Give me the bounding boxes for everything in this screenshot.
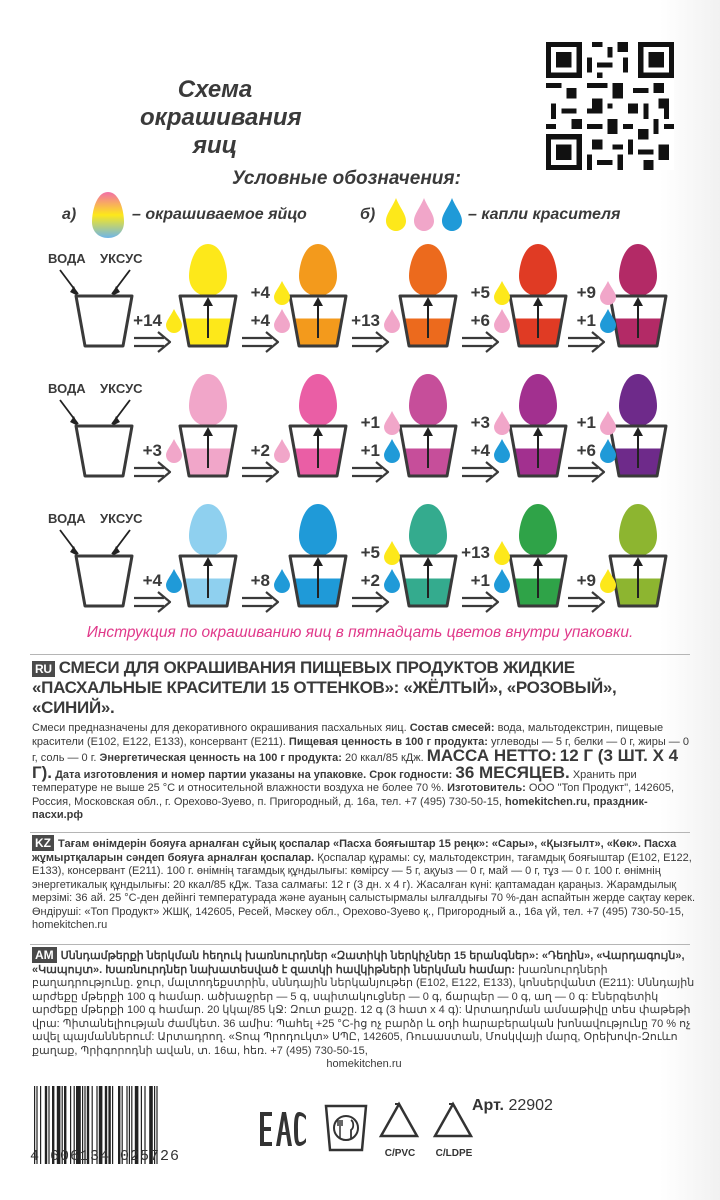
egg-row-1-step-2 xyxy=(299,244,337,296)
egg-row-3-step-3 xyxy=(409,504,447,556)
flow-arrow-row-3-step-5-head xyxy=(592,592,604,612)
cup-row-3-step-1-dip-arrowhead xyxy=(203,557,213,566)
drops-count-b-row-1-step-5: +1 xyxy=(576,311,596,330)
cup-row-3-step-2-dip-arrowhead xyxy=(313,557,323,566)
kz-section xyxy=(32,835,696,933)
barcode-number: 4 606134 025726 xyxy=(30,1148,181,1165)
ru-heading xyxy=(32,658,696,718)
drop-pink-row-2-step-2 xyxy=(274,439,290,463)
title-line-2: окрашивания xyxy=(140,104,302,131)
egg-row-1-step-3 xyxy=(409,244,447,296)
egg-row-3-step-1 xyxy=(189,504,227,556)
cup-row-1-step-4-dip-arrowhead xyxy=(533,297,543,306)
egg-row-2-step-3 xyxy=(409,374,447,426)
drop-blue-row-3-step-1 xyxy=(166,569,182,593)
drop-yellow-a-row-3-step-4 xyxy=(494,541,510,565)
drop-blue-b-row-2-step-4 xyxy=(494,439,510,463)
drops-count-a-row-2-step-4: +3 xyxy=(470,413,490,432)
drops-count-b-row-2-step-4: +4 xyxy=(470,441,490,460)
drops-count-row-2-step-2: +2 xyxy=(250,441,270,460)
cup-row-2-step-1-dip-arrowhead xyxy=(203,427,213,436)
drops-count-b-row-1-step-4: +6 xyxy=(470,311,490,330)
label-water-row-1: ВОДА xyxy=(48,251,86,266)
ru-energy-label: Энергетическая ценность на 100 г продукта: xyxy=(99,752,342,764)
scheme-title xyxy=(140,76,302,160)
cup-row-2-step-5-dip-arrowhead xyxy=(633,427,643,436)
drops-count-b-row-2-step-5: +6 xyxy=(576,441,596,460)
recycle-ldpe-label: C/LDPE xyxy=(435,1148,473,1159)
drops-count-row-1-step-1: +14 xyxy=(133,311,162,330)
drop-pink-b-row-1-step-2 xyxy=(274,309,290,333)
flow-arrow-row-3-step-2-head xyxy=(266,592,278,612)
flow-arrow-row-2-step-4 xyxy=(462,468,492,476)
empty-cup-row-3 xyxy=(76,556,132,606)
egg-row-2-step-4 xyxy=(519,374,557,426)
flow-arrow-row-1-step-2-head xyxy=(266,332,278,352)
kz-heading: Тағам өнімдерін бояуға арналған сұйық қоспалар «Пасха бояғыштар 15 реңк»: «Сары», «Қызғылт», «Көк». Пасха жұмыртқаларын сәндеп бояуға арналған қоспалар. xyxy=(32,838,677,864)
recycle-pvc-label: C/PVC xyxy=(384,1148,416,1159)
article-value: 22902 xyxy=(508,1097,553,1114)
eac-mark-icon xyxy=(258,1108,308,1150)
drop-blue-b-row-2-step-3 xyxy=(384,439,400,463)
ru-section xyxy=(32,658,696,823)
egg-row-1-step-4 xyxy=(519,244,557,296)
drop-pink-row-1-step-3 xyxy=(384,309,400,333)
flow-arrow-row-1-step-4-head xyxy=(486,332,498,352)
drops-count-a-row-3-step-4: +13 xyxy=(461,543,490,562)
drops-count-b-row-3-step-3: +2 xyxy=(360,571,380,590)
legend-a-text: – окрашиваемое яйцо xyxy=(132,206,307,223)
ru-nutrition: углеводы — 5 г, белки — 0 г, жиры — 0 г, соль — 0 г. xyxy=(32,735,689,764)
drops-count-a-row-3-step-3: +5 xyxy=(360,543,380,562)
drops-count-a-row-1-step-5: +9 xyxy=(576,283,596,302)
legend-title: Условные обозначения: xyxy=(232,168,461,189)
am-tag: AM xyxy=(32,947,57,963)
dyeing-scheme xyxy=(30,240,690,620)
empty-cup-row-2 xyxy=(76,426,132,476)
kz-body: Қоспалар құрамы: су, мальтодекстрин, тағамдық бояғыштар (E102, E122, E133), консервант (E211). 100 г. өнімнің тағамдық құндылығы: көмірсу — 5 г, ақуыз — 0 г, май — 0 г, тұз — 0 г. 100 г. өнімнің энергетикалық құндылығы: 20 ккал/85 кДж. Таза салмағы: 12 г (3 дн. х 4 г). Жасалған күні: қаптамадан қараңыз. Жарамдылық мерзімі: 36 ай. 25 °С-ден дейінгі температурада және ауаның салыстырмалы ылғалдығы 70 %-дан аспайтын жерде сақтау керек. Өндіруші: «Топ Продукт» ЖШҚ, 142605, Ресей, Мәскеу обл., Орехово-Зуево қ., Пригородный а., 16а үй, тел. +7 (495) 730-50-15, homekitchen.ru xyxy=(32,851,696,931)
ru-purpose: Смеси предназначены для декоративного окрашивания пасхальных яиц. xyxy=(32,722,407,734)
ru-maker-label: Изготовитель: xyxy=(447,782,526,794)
egg-row-2-step-1 xyxy=(189,374,227,426)
flow-arrow-row-1-step-3 xyxy=(352,338,382,346)
flow-arrow-row-1-step-5 xyxy=(568,338,598,346)
legend-a-label: а) xyxy=(62,206,77,223)
ru-energy: 20 ккал/85 кДж. xyxy=(344,752,424,764)
flow-arrow-row-2-step-2 xyxy=(242,468,272,476)
ru-composition: вода, мальтодекстрин, пищевые красители (E102, E122, E133), консервант (E211). xyxy=(32,722,664,748)
flow-arrow-row-3-step-1-head xyxy=(158,592,170,612)
flow-arrow-row-2-step-2-head xyxy=(266,462,278,482)
ru-nutrition-label: Пищевая ценность в 100 г продукта: xyxy=(288,735,488,748)
am-body: խառնուրդների բաղադրությունը. ջուր, մալտոդեքստրին, սննդային ներկանյութեր (E102, E122, E133), կոնսերվանտ (E211): Սննդային արժեքը մթերքի 100 գ համար. ածխաջրեր — 5 գ, սպիտակուցներ — 0 գ, ճարպեր — 0 գ, աղ — 0 գ: Էներգետիկ արժեքը մթերքի 100 գ համար. 20 կկալ/85 կՋ: Զուտ քաշը. 12 գ (3 հատ x 4 գ): Արտադրման ամսաթիվը տես փաթեթի վրա: Պիտանելիության ժամկետ. 36 ամիս: Պահել +25 °C-ից ոչ բարձր և օդի հարաբերական խոնավությունը 70 % ոչ ավել պայմաններում: Արտադրող. «Տոպ Պրոդուկտ» ՍՊԸ, 142605, Ռուսաստան, Մոսկվայի մարզ, Օրեխովո-Զուևո քաղաք, Պրիգորոդնի ավան, տ. 16ա, հեռ. +7 (495) 730-50-15, xyxy=(32,963,695,1057)
ru-mass-label: МАССА НЕТТО: xyxy=(426,746,557,765)
ru-tag: RU xyxy=(32,661,55,677)
gradient-egg-icon xyxy=(90,190,126,240)
flow-arrow-row-3-step-4-head xyxy=(486,592,498,612)
ru-date-label: Дата изготовления и номер партии указаны на упаковке. xyxy=(55,768,367,781)
cup-row-3-step-3-dip-arrowhead xyxy=(423,557,433,566)
kz-tag: KZ xyxy=(32,835,54,851)
cup-row-2-step-2-dip-arrowhead xyxy=(313,427,323,436)
drop-pink-a-row-2-step-4 xyxy=(494,411,510,435)
am-site: homekitchen.ru xyxy=(326,1058,402,1070)
legend-b-text: – капли красителя xyxy=(468,206,621,223)
am-section xyxy=(32,947,696,1072)
flow-arrow-row-2-step-1 xyxy=(134,468,164,476)
article-number xyxy=(472,1097,553,1115)
drop-yellow-a-row-3-step-3 xyxy=(384,541,400,565)
ru-maker: ООО "Топ Продукт", 142605, Россия, Московская обл., г. Орехово-Зуево, п. Пригородный, д. 16а, тел. +7 (495) 730-50-15, xyxy=(32,782,675,808)
cup-row-3-step-5-dip-arrowhead xyxy=(633,557,643,566)
recycle-ldpe-icon xyxy=(428,1100,478,1146)
qr-code xyxy=(546,42,674,170)
drop-pink-a-row-1-step-5 xyxy=(600,281,616,305)
egg-row-1-step-5 xyxy=(619,244,657,296)
ru-storage: Хранить при температуре не выше 25 °С и относительной влажности воздуха не более 70 %. xyxy=(32,768,637,794)
cup-row-2-step-3-dip-arrowhead xyxy=(423,427,433,436)
ru-shelf-label: Срок годности: xyxy=(369,768,453,781)
article-label: Арт. xyxy=(472,1097,504,1114)
drop-pink-b-row-1-step-4 xyxy=(494,309,510,333)
drops-count-a-row-2-step-3: +1 xyxy=(360,413,380,432)
flow-arrow-row-1-step-5-head xyxy=(592,332,604,352)
flow-arrow-row-3-step-3 xyxy=(352,598,382,606)
flow-arrow-row-2-step-1-head xyxy=(158,462,170,482)
drops-count-b-row-1-step-2: +4 xyxy=(250,311,270,330)
flow-arrow-row-2-step-4-head xyxy=(486,462,498,482)
flow-arrow-row-2-step-3 xyxy=(352,468,382,476)
egg-row-3-step-2 xyxy=(299,504,337,556)
drop-yellow-row-1-step-1 xyxy=(166,309,182,333)
drop-blue-b-row-3-step-3 xyxy=(384,569,400,593)
am-heading: Սննդամթերքի ներկման հեղուկ խառնուրդներ «Զատիկի ներկիչներ 15 երանգներ»: «Դեղին», «Վարդագույն», «Կապույտ». Խառնուրդներ նախատեսված է զատկի հավկիթների ներկման համար: xyxy=(32,950,685,976)
drop-yellow-a-row-1-step-2 xyxy=(274,281,290,305)
title-line-3: яиц xyxy=(192,132,238,159)
flow-arrow-row-1-step-4 xyxy=(462,338,492,346)
drops-count-b-row-3-step-4: +1 xyxy=(470,571,490,590)
drops-count-b-row-2-step-3: +1 xyxy=(360,441,380,460)
flow-arrow-row-1-step-1-head xyxy=(158,332,170,352)
flow-arrow-row-2-step-5 xyxy=(568,468,598,476)
legend-b-label: б) xyxy=(360,206,376,223)
drops-count-row-1-step-3: +13 xyxy=(351,311,380,330)
drops-count-a-row-1-step-2: +4 xyxy=(250,283,270,302)
cup-row-2-step-4-dip-arrowhead xyxy=(533,427,543,436)
drop-yellow-a-row-1-step-4 xyxy=(494,281,510,305)
ru-mass: 12 Г (3 ШТ. Х 4 Г). xyxy=(32,746,679,782)
flow-arrow-row-3-step-2 xyxy=(242,598,272,606)
ru-body xyxy=(32,722,696,823)
flow-arrow-row-3-step-3-head xyxy=(376,592,388,612)
label-water-row-2: ВОДА xyxy=(48,381,86,396)
egg-row-2-step-5 xyxy=(619,374,657,426)
egg-row-2-step-2 xyxy=(299,374,337,426)
drop-blue-b-row-3-step-4 xyxy=(494,569,510,593)
drops-count-row-3-step-1: +4 xyxy=(142,571,162,590)
dye-drops-icon xyxy=(384,196,464,232)
flow-arrow-row-3-step-5 xyxy=(568,598,598,606)
title-line-1: Схема xyxy=(177,76,253,103)
legend xyxy=(62,196,682,240)
drop-pink-a-row-2-step-5 xyxy=(600,411,616,435)
drops-count-row-3-step-2: +8 xyxy=(250,571,270,590)
divider-kz xyxy=(30,832,690,833)
food-safe-icon xyxy=(322,1100,370,1158)
flow-arrow-row-3-step-4 xyxy=(462,598,492,606)
egg-row-3-step-5 xyxy=(619,504,657,556)
drops-count-a-row-1-step-4: +5 xyxy=(470,283,490,302)
cup-row-1-step-1-dip-arrowhead xyxy=(203,297,213,306)
ru-heading-text: СМЕСИ ДЛЯ ОКРАШИВАНИЯ ПИЩЕВЫХ ПРОДУКТОВ ЖИДКИЕ «ПАСХАЛЬНЫЕ КРАСИТЕЛИ 15 ОТТЕНКОВ»: «ЖЁЛТЫЙ», «РОЗОВЫЙ», «СИНИЙ». xyxy=(32,658,617,717)
cup-row-1-step-2-dip-arrowhead xyxy=(313,297,323,306)
instruction-note: Инструкция по окрашиванию яиц в пятнадцать цветов внутри упаковки. xyxy=(86,624,634,641)
drop-pink-row-2-step-1 xyxy=(166,439,182,463)
flow-arrow-row-1-step-1 xyxy=(134,338,164,346)
egg-row-1-step-1 xyxy=(189,244,227,296)
empty-cup-row-1 xyxy=(76,296,132,346)
flow-arrow-row-3-step-1 xyxy=(134,598,164,606)
recycle-pvc-icon xyxy=(374,1100,424,1146)
drops-count-row-3-step-5: +9 xyxy=(576,571,596,590)
flow-arrow-row-1-step-3-head xyxy=(376,332,388,352)
drops-count-row-2-step-1: +3 xyxy=(142,441,162,460)
ru-sites: homekitchen.ru, праздник-пасхи.рф xyxy=(32,795,648,821)
divider-top xyxy=(30,654,690,655)
cup-row-3-step-4-dip-arrowhead xyxy=(533,557,543,566)
label-vinegar-row-3: УКСУС xyxy=(100,511,143,526)
egg-row-3-step-4 xyxy=(519,504,557,556)
label-vinegar-row-1: УКСУС xyxy=(100,251,143,266)
label-vinegar-row-2: УКСУС xyxy=(100,381,143,396)
drop-pink-a-row-2-step-3 xyxy=(384,411,400,435)
ru-composition-label: Состав смесей: xyxy=(409,722,495,734)
cup-row-1-step-5-dip-arrowhead xyxy=(633,297,643,306)
drop-blue-row-3-step-2 xyxy=(274,569,290,593)
drops-count-a-row-2-step-5: +1 xyxy=(576,413,596,432)
divider-am xyxy=(30,944,690,945)
flow-arrow-row-2-step-3-head xyxy=(376,462,388,482)
ru-shelf: 36 МЕСЯЦЕВ. xyxy=(455,762,570,782)
label-water-row-3: ВОДА xyxy=(48,511,86,526)
flow-arrow-row-1-step-2 xyxy=(242,338,272,346)
flow-arrow-row-2-step-5-head xyxy=(592,462,604,482)
cup-row-1-step-3-dip-arrowhead xyxy=(423,297,433,306)
